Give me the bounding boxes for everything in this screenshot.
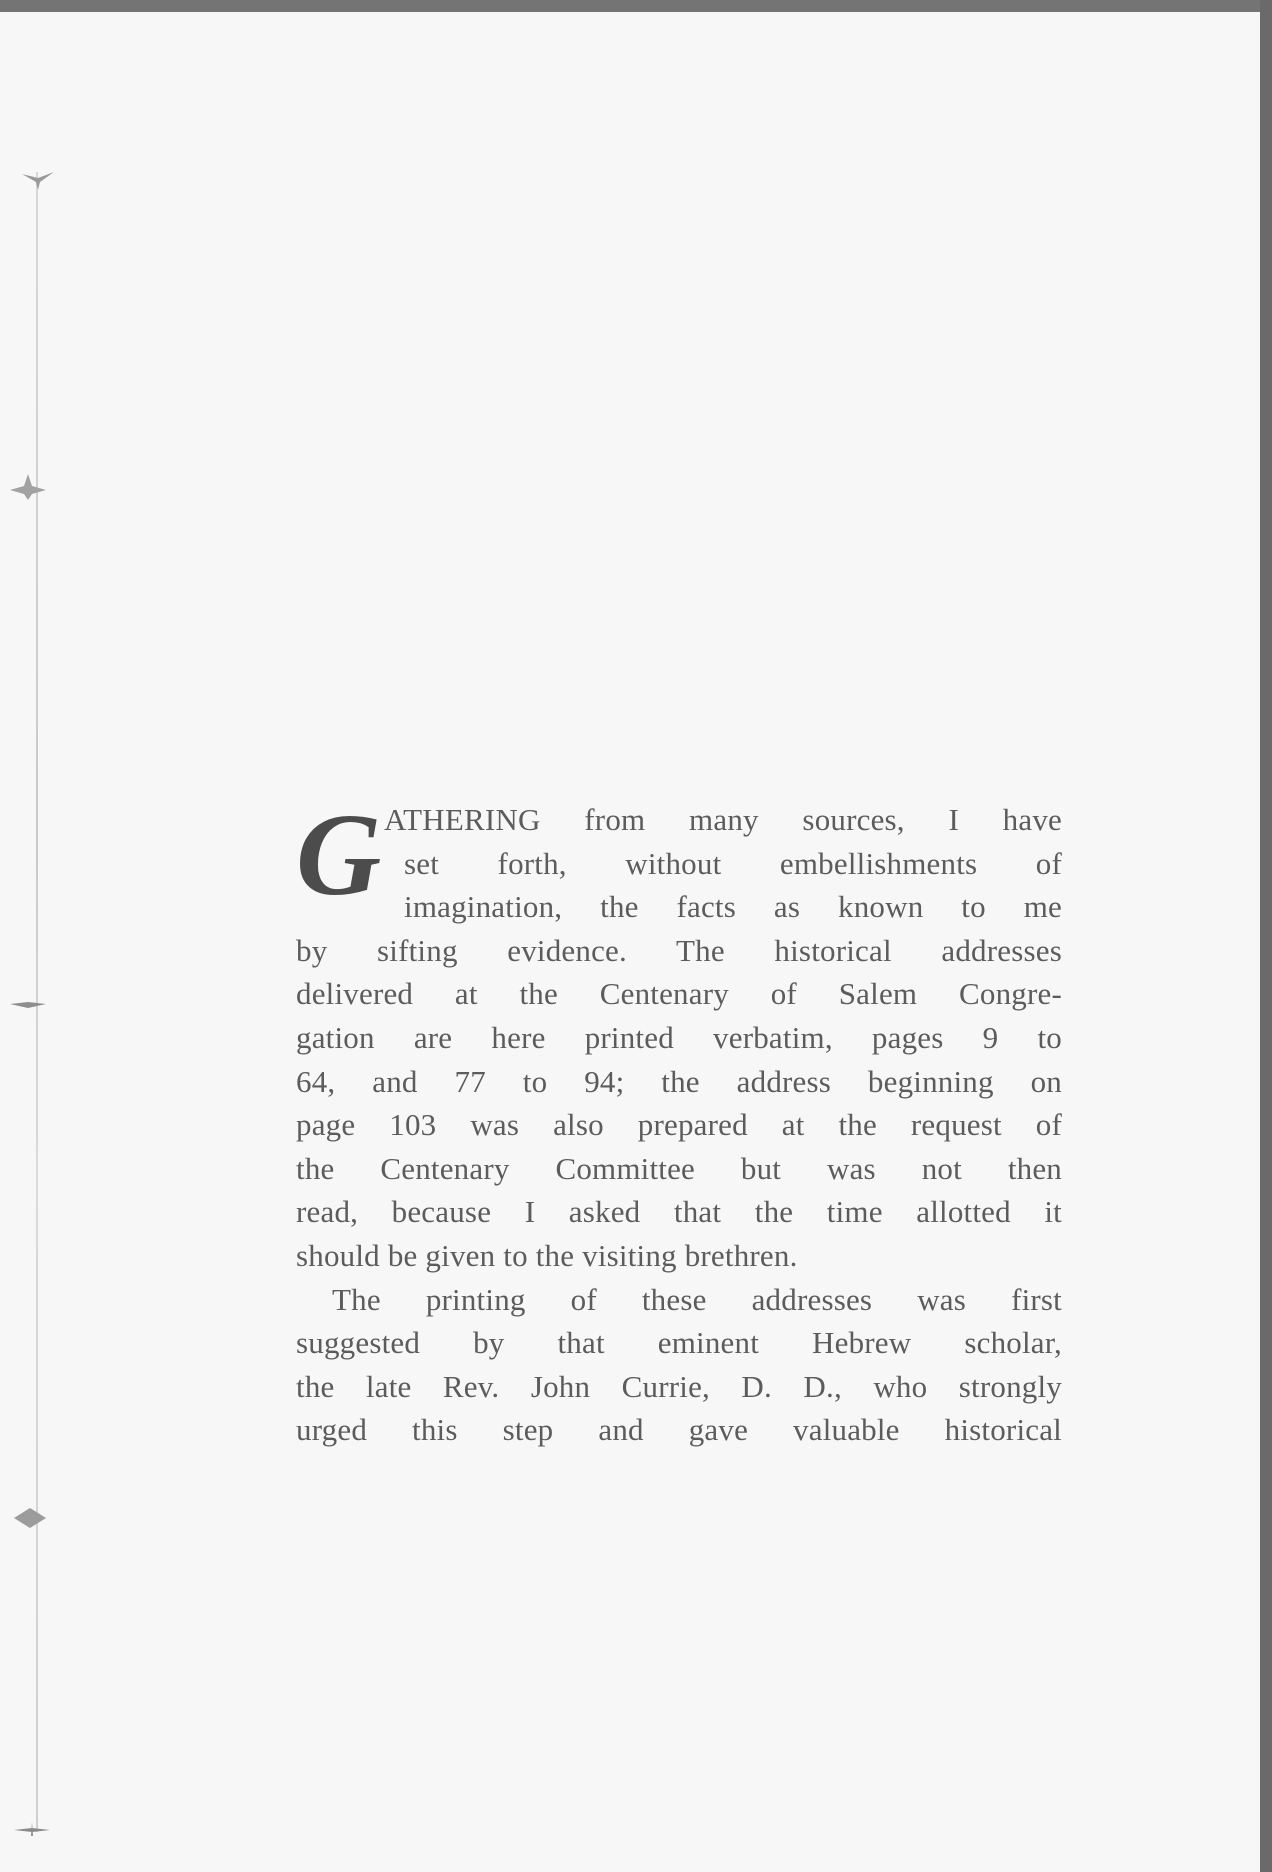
text-line: the late Rev. John Currie, D. D., who strongly bbox=[296, 1368, 1062, 1404]
binding-stitch-icon bbox=[12, 1814, 52, 1844]
text-line: gation are here printed verbatim, pages 9 to bbox=[296, 1019, 1062, 1055]
binding-stitch-icon bbox=[10, 1502, 50, 1532]
text-line: delivered at the Centenary of Salem Congre- bbox=[296, 976, 1062, 1012]
text-line: by sifting evidence. The historical addresses bbox=[296, 932, 1062, 968]
text-line: page 103 was also prepared at the request of bbox=[296, 1107, 1062, 1143]
paragraph bbox=[296, 789, 1062, 1278]
text-line: urged this step and gave valuable historical bbox=[296, 1412, 1062, 1448]
binding-stitch-icon bbox=[18, 162, 58, 192]
scanner-top-border bbox=[0, 0, 1272, 12]
text-line: ATHERING from many sources, I have bbox=[384, 802, 1062, 837]
binding-stitch-icon bbox=[8, 990, 48, 1020]
text-line: 64, and 77 to 94; the address beginning on bbox=[296, 1063, 1062, 1099]
body-text bbox=[296, 789, 1062, 1452]
text-line: suggested by that eminent Hebrew scholar, bbox=[296, 1325, 1062, 1361]
drop-cap: G bbox=[296, 789, 382, 920]
text-line: imagination, the facts as known to me bbox=[404, 889, 1062, 925]
text-line: should be given to the visiting brethren. bbox=[296, 1237, 798, 1273]
text-line: set forth, without embellishments of bbox=[404, 845, 1062, 881]
paragraph bbox=[296, 1278, 1062, 1452]
paper-sheet bbox=[0, 12, 1260, 1872]
scanner-right-border bbox=[1260, 0, 1272, 1872]
text-line: read, because I asked that the time allotted it bbox=[296, 1194, 1062, 1230]
text-line: the Centenary Committee but was not then bbox=[296, 1150, 1062, 1186]
binding-stitch-icon bbox=[8, 472, 48, 502]
text-line: The printing of these addresses was first bbox=[332, 1281, 1062, 1317]
